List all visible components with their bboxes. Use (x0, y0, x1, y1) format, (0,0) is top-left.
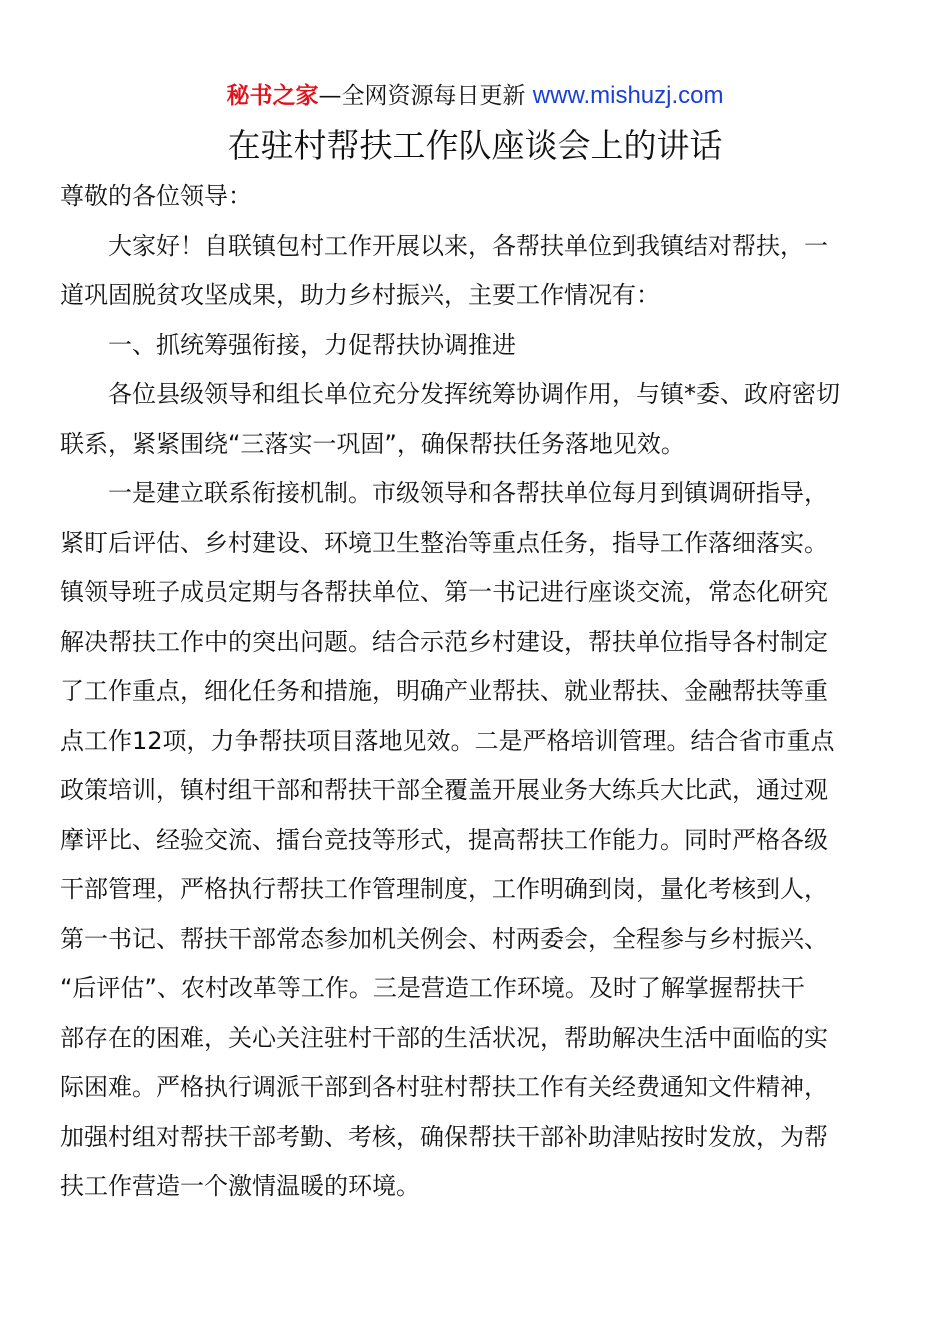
paragraph-line: 干部管理，严格执行帮扶工作管理制度，工作明确到岗，量化考核到人， (60, 875, 828, 903)
site-header (0, 80, 950, 112)
paragraph-line: 镇领导班子成员定期与各帮扶单位、第一书记进行座谈交流，常态化研究 (60, 578, 828, 606)
brand-name: 秘书之家 (226, 83, 319, 109)
paragraph-line: 加强村组对帮扶干部考勤、考核，确保帮扶干部补助津贴按时发放，为帮 (60, 1122, 828, 1151)
paragraph-line: 摩评比、经验交流、擂台竞技等形式，提高帮扶工作能力。同时严格各级 (60, 825, 828, 854)
paragraph-line: 紧盯后评估、乡村建设、环境卫生整治等重点任务，指导工作落细落实。 (60, 528, 828, 557)
paragraph-line: 解决帮扶工作中的突出问题。结合示范乡村建设，帮扶单位指导各村制定 (60, 627, 828, 656)
paragraph-line: 联系，紧紧围绕“三落实一巩固”，确保帮扶任务落地见效。 (60, 429, 685, 458)
document-body (60, 172, 890, 1212)
paragraph-line: 了工作重点，细化任务和措施，明确产业帮扶、就业帮扶、金融帮扶等重 (60, 677, 828, 705)
paragraph-line: 扶工作营造一个激情温暖的环境。 (60, 1172, 420, 1200)
document-title: 在驻村帮扶工作队座谈会上的讲话 (227, 126, 723, 165)
paragraph-line: 际困难。严格执行调派干部到各村驻村帮扶工作有关经费通知文件精神， (60, 1073, 828, 1101)
paragraph-line: 点工作12项，力争帮扶项目落地见效。二是严格培训管理。结合省市重点 (60, 726, 835, 755)
paragraph-line: 大家好！自联镇包村工作开展以来，各帮扶单位到我镇结对帮扶，一 (108, 231, 828, 260)
salutation: 尊敬的各位领导： (60, 182, 252, 210)
site-url-link[interactable]: www.mishuzj.com (532, 82, 724, 109)
paragraph-line: “后评估”、农村改革等工作。三是营造工作环境。及时了解掌握帮扶干 (60, 974, 805, 1002)
paragraph-line: 各位县级领导和组长单位充分发挥统筹协调作用，与镇*委、政府密切 (108, 380, 840, 408)
site-slogan: —全网资源每日更新 (318, 83, 533, 109)
paragraph-line: 部存在的困难，关心关注驻村干部的生活状况，帮助解决生活中面临的实 (60, 1023, 828, 1052)
section-heading: 一、抓统筹强衔接，力促帮扶协调推进 (108, 330, 516, 359)
paragraph-line: 一是建立联系衔接机制。市级领导和各帮扶单位每月到镇调研指导， (108, 479, 828, 507)
paragraph-line: 道巩固脱贫攻坚成果，助力乡村振兴，主要工作情况有： (60, 281, 660, 309)
paragraph-line: 第一书记、帮扶干部常态参加机关例会、村两委会，全程参与乡村振兴、 (60, 924, 828, 953)
paragraph-line: 政策培训，镇村组干部和帮扶干部全覆盖开展业务大练兵大比武，通过观 (60, 776, 828, 804)
